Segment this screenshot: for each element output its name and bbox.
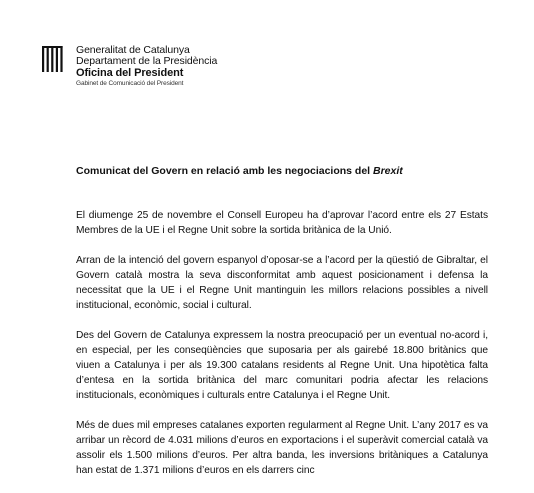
- letterhead-department-name: Departament de la Presidència: [76, 55, 218, 67]
- generalitat-four-bars-logo-icon: [42, 46, 66, 72]
- letterhead-office-name: Oficina del President: [76, 67, 184, 79]
- document-title: [76, 165, 496, 178]
- document-title-italic: Brexit: [373, 165, 403, 177]
- document-title-text: Comunicat del Govern en relació amb les negociacions del: [76, 165, 374, 177]
- letterhead-government-name: Generalitat de Catalunya: [76, 44, 190, 56]
- letterhead-cabinet-name: Gabinet de Comunicació del President: [76, 80, 184, 87]
- paragraph: El diumenge 25 de novembre el Consell Europeu ha d’aprovar l’acord entre els 27 Estats Membres de la UE i el Regne Unit sobre la sortida britànica de la Unió.: [76, 210, 488, 236]
- document-body: [76, 208, 488, 493]
- paragraph: Més de dues mil empreses catalanes exporten regularment al Regne Unit. L’any 2017 es va arribar un rècord de 4.031 milions d’euros en exportacions i el superàvit comercial català va assolir els 1.500 milions d’euros. Per altra banda, les inversions britàniques a Catalunya han estat de 1.371 milions d’euros en els darrers cinc: [76, 420, 488, 476]
- paragraph: Arran de la intenció del govern espanyol d’oposar-se a l’acord per la qüestió de Gibraltar, el Govern català mostra la seva disconformitat amb aquest posicionament i defensa la necessitat que la UE i el Regne Unit mantinguin les millors relacions possibles a nivell institucional, econòmic, social i cultural.: [76, 255, 488, 311]
- paragraph: Des del Govern de Catalunya expressem la nostra preocupació per un eventual no-acord i, en especial, per les conseqüències que suposaria per als gairebé 18.800 britànics que viuen a Catalunya i per als 19.300 catalans residents al Regne Unit. Una hipotètica falta d’entesa en la sortida britànica del marc comunitari podria afectar les relacions institucionals, econòmiques i culturals entre Catalunya i el Regne Unit.: [76, 330, 488, 401]
